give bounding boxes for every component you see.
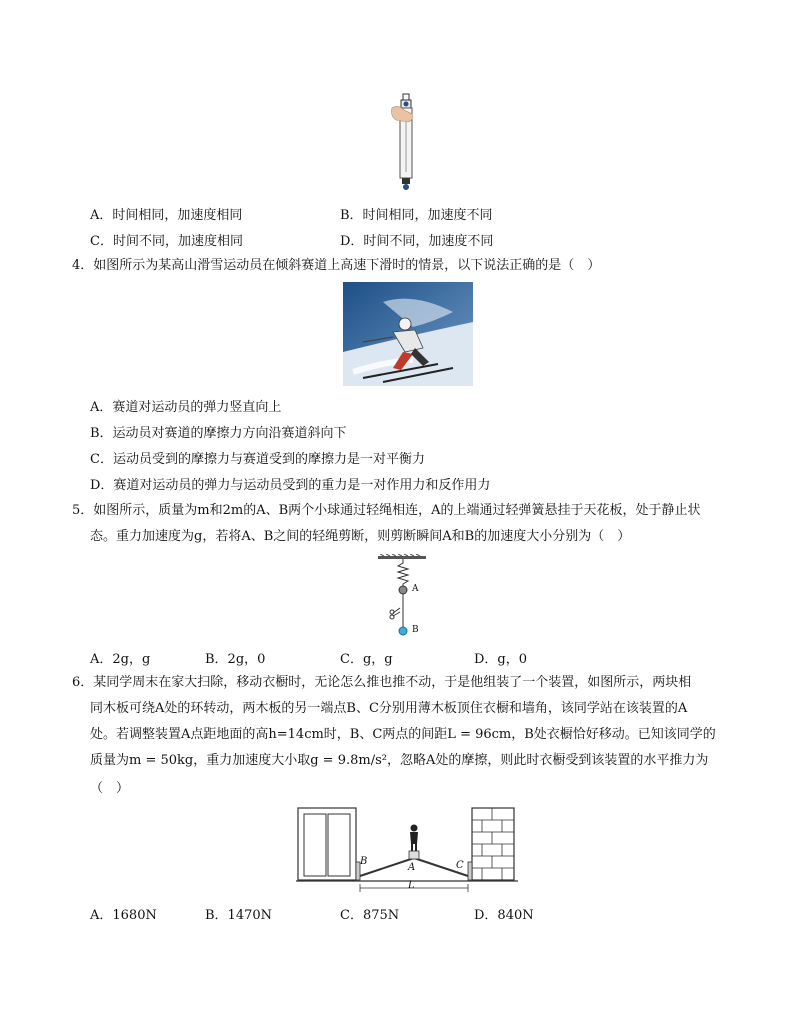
q6-option-b: B．1470N: [205, 908, 273, 923]
q3-option-c: C．时间不同，加速度相同: [90, 234, 243, 249]
q6-option-c: C．875N: [340, 908, 400, 923]
q5-stem-line1: 5．如图所示，质量为m和2m的A、B两个小球通过轻绳相连，A的上端通过轻弹簧悬挂于天花板，处于静止状: [72, 503, 701, 518]
q3-option-b: B．时间相同，加速度不同: [340, 208, 493, 223]
skier-photo: [343, 282, 473, 386]
q6-label-l: L: [408, 880, 415, 891]
q6-line4: 质量为m = 50kg，重力加速度大小取g = 9.8m/s²，忽略A处的摩擦，则此时衣橱受到该装置的水平推力为: [90, 753, 709, 768]
q6-label-b: B: [360, 856, 368, 867]
q6-label-c: C: [456, 860, 464, 871]
q3-option-d: D．时间不同，加速度不同: [340, 234, 494, 249]
q6-option-d: D．840N: [474, 908, 534, 923]
q6-line2: 同木板可绕A处的环转动，两木板的另一端点B、C分别用薄木板顶住衣橱和墙角，该同学站在该装置的A: [90, 701, 688, 716]
q5-label-a: A: [412, 584, 419, 594]
q6-line1: 6．某同学周末在家大扫除，移动衣橱时，无论怎么推也推不动，于是他组装了一个装置，如图所示，两块相: [72, 675, 692, 690]
q4-option-c: C．运动员受到的摩擦力与赛道受到的摩擦力是一对平衡力: [90, 452, 425, 467]
spring-balls-figure: [376, 554, 436, 640]
spring-scale-figure: [388, 92, 424, 192]
q5-label-b: B: [412, 625, 419, 635]
q4-option-d: D．赛道对运动员的弹力与运动员受到的重力是一对作用力和反作用力: [90, 478, 491, 493]
q6-label-a: A: [408, 862, 416, 873]
q4-stem: 4．如图所示为某高山滑雪运动员在倾斜赛道上高速下滑时的情景，以下说法正确的是（ ）: [72, 258, 601, 273]
q5-option-a: A．2g，g: [90, 652, 151, 667]
q4-option-b: B．运动员对赛道的摩擦力方向沿赛道斜向下: [90, 426, 347, 441]
wardrobe-device-figure: [296, 806, 518, 896]
q5-option-b: B．2g，0: [205, 652, 266, 667]
q6-line3: 处。若调整装置A点距地面的高h=14cm时，B、C两点的间距L = 96cm，B处衣橱恰好移动。已知该同学的: [90, 727, 716, 742]
q5-option-c: C．g，g: [340, 652, 393, 667]
q6-option-a: A．1680N: [90, 908, 157, 923]
q3-option-a: A．时间相同，加速度相同: [90, 208, 243, 223]
q5-option-d: D．g，0: [474, 652, 528, 667]
q5-stem-line2: 态。重力加速度为g，若将A、B之间的轻绳剪断，则剪断瞬间A和B的加速度大小分别为（ ）: [90, 529, 631, 544]
q6-line5: （ ）: [90, 781, 130, 796]
q4-option-a: A．赛道对运动员的弹力竖直向上: [90, 400, 282, 415]
